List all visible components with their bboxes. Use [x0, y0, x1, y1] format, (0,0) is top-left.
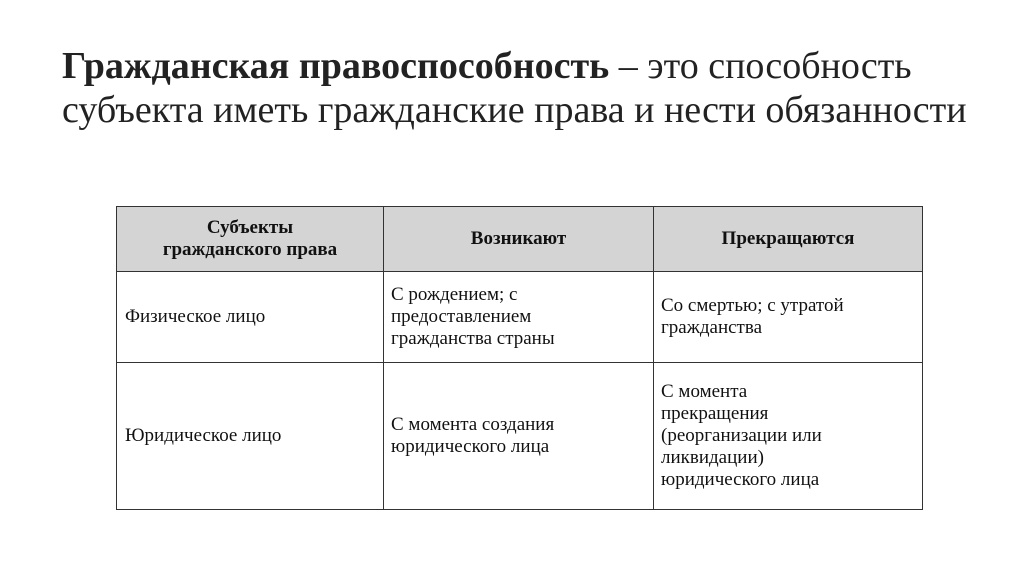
- subjects-table-wrapper: [116, 206, 922, 510]
- cell-arises-legal-entity: С момента создания юридического лица: [384, 363, 654, 510]
- cell-arises-natural-person: С рождением; с предоставлением гражданства страны: [384, 272, 654, 363]
- heading-term: Гражданская правоспособность: [62, 45, 610, 87]
- table-row: [117, 363, 923, 510]
- table-header-row: [117, 207, 923, 272]
- heading-definition: – это способность субъекта иметь гражданские права и нести обязанности: [62, 45, 967, 131]
- table-row: [117, 272, 923, 363]
- header-terminates: Прекращаются: [654, 207, 923, 272]
- cell-subject-natural-person: Физическое лицо: [117, 272, 384, 363]
- cell-terminates-natural-person: Со смертью; с утратой гражданства: [654, 272, 923, 363]
- legal-capacity-table: [116, 206, 923, 510]
- cell-subject-legal-entity: Юридическое лицо: [117, 363, 384, 510]
- header-subjects: Субъекты гражданского права: [117, 207, 384, 272]
- slide-heading: [62, 44, 1002, 132]
- header-arises: Возникают: [384, 207, 654, 272]
- cell-terminates-legal-entity: С момента прекращения (реорганизации или ликвидации) юридического лица: [654, 363, 923, 510]
